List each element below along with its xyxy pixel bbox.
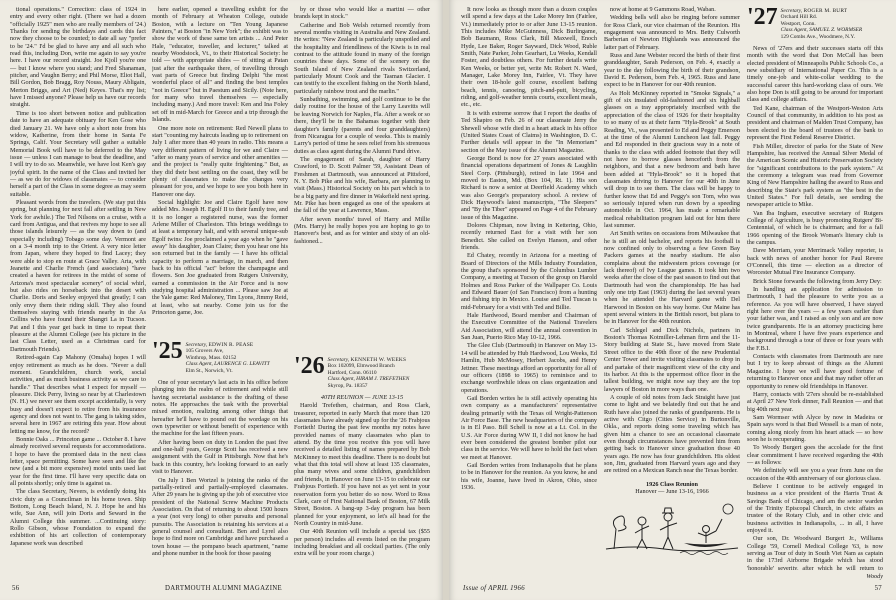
class-1925-header <box>152 340 288 374</box>
paragraph: One more note on retirement: Red Newell plans to start "counting my haircuts leading up to retirement on July 1 after more than 40 years in radio. This means a very different pattern of living for we and Claire — "after so many years of service and other amenities — and the project is "really quite frightening." But, as they did their best settling on the coast, they will be plenty of classmates to make the changes very pleasant for you, and we hope to see you both here in Hanover one day. <box>152 124 288 198</box>
reunion-announcement <box>604 481 740 561</box>
paragraph: As Holt McKinney reported in "Smoke Signals," a gift of six insulated old-fashioned and six highball glasses on a tray appropriately inscribed with the appreciation of the class of 1926 for their hospitality to so many of us at their farm "Hyla-Brook" at South Reading, Vt., was presented to Ed and Peggy Emerson at the time of the Alumni Luncheon last fall. Peggy and Ed responded in their gracious way in a note of thanks to the class with added footnote that they will not have to borrow glasses henceforth from the neighbors, and that a new bedroom and bath have been added at "Hyla-Brook" so it is hoped that classmates driving to Hanover for our 40th in June will drop in to see them. The class will be happy to further know that Ed and Peggy's son Tom, who was so seriously injured when run down by a speeding automobile in Oct. 1964, has made a remarkable medical rehabilitation program laid out for him there last summer. <box>604 89 740 229</box>
class-1926-header <box>294 355 430 389</box>
secretary-address: Orchard Hill Rd. <box>780 14 818 21</box>
page-number-left: 56 <box>12 585 20 592</box>
class-year: '27 <box>747 6 778 30</box>
paragraph: After seven months' travel of Harry and Millie (Mrs. Harry) he really hopes you are hoping to go to Hanover's best, and as for winter and sixty of an old-fashioned... <box>294 215 430 245</box>
paragraph: Carl Schlegel and Dick Nichols, partners in Boston's Thomas Kotmiller-Lehman firm and the 11-Story building at State St., have moved from State Street office to the 49th floor of the new Prudential Center Tower and invite visiting classmates to drop in and partake of their magnificent view of the city and its harbor. At this is the uppermost office floor in the tallest building, we might now say they are the top lawyers of Boston in more ways than one. <box>604 326 740 393</box>
paragraph: Russ and Jane Webster record the birth of their first granddaughter, Sarah Pederson, on Feb. 4, exactly a year to the day following the birth of their grandson, David E. Pederson, born Feb. 4, 1965. Russ and Jane expect to be in Hanover for our 40th reunion. <box>604 52 740 89</box>
class-agent-address: Skyrop, Pa. 18357 <box>327 382 368 389</box>
paragraph: tional operations." Correction: class of 1924 in entry and every other right. (There we had a dozen "officially 1925" men who are really members of '24.) Thanks for sending the birthdays and cards this fact now they choose to be counted; to date all say "prefer to be '24." I'd be glad to have any and all such who read this, including Don, write me again to say you're here. I have our record straight. Joe Kjoll you're one — but I know where you stand; and Fred Shanaman, pitcher, and Vaughn Berry; and Phil Morse, Eliot Hall, Bill Gordon, Bob Bragg, Roy Nouss, Maury Abligain, Merton Briggs, and Art (Ned) Keyes. That's my list; have I missed anyone? Please help us have our records straight. <box>10 6 146 109</box>
issue-date: Issue of APRIL 1966 <box>463 585 525 592</box>
paragraph: After having been on duty in London the past five and one-half years, George Scott has received a new assignment with the Gulf in Pittsburgh. Now that he's back in this country, he's looking forward to an early visit to Hanover. <box>152 438 288 476</box>
class-year: '25 <box>152 338 183 364</box>
column-3 <box>294 6 430 559</box>
class-info <box>186 340 270 374</box>
class-agent: Class Agent, SAMUEL Z. WORMSER <box>780 27 863 34</box>
paragraph: Sunbathing, swimming, and golf continue to be the daily routine for the house of the Larry Leavitts will be leaving Norwich for Naples, Fla. After a week or so there, they'll be in the Bahamas together with their daughter's family (parents and four granddaughters) from Nicaragua for a couple of weeks. This is mainly Larry's period of time he sees relief from his strenuous duties as class agent during the Alumni Fund drive. <box>294 96 430 155</box>
reunion-title: 1926 Class Reunion <box>646 481 698 488</box>
secretary-name: EDWIN R. PEASE <box>208 342 254 348</box>
paragraph: A couple of old notes from Jack Straight have just come to light and we belatedly find out that he and Ruth have also joined the ranks of grandparents. He is active with Citgo (Cities Service) in Burtonville, Okla., and reports doing some traveling which has given him a chance to see an occasional classmate even though circumstances have prevented him from getting back to Hanover since graduation those 40 years ago. He now has four grandchildren. His oldest son, Jim, graduated from Harvard years ago and they are retired on a Mexican Ranch near the Texas border. <box>604 393 740 475</box>
paragraph: now at home at 9 Gammons Road, Waban. <box>610 6 716 13</box>
reunion-heading: 40TH REUNION — JUNE 13-15 <box>320 394 404 402</box>
paragraph: George Bond is now for 27 years associated with financial operations department of Jones & Laughlin Steel Corp. (Pittsburgh), retired in late 1964 and moved to Easton, Md. (Box 104, Rt. 1). His son Richard is now a senior at Deerfield Academy which was also George's preparatory school. A review of Dick Haywood's latest manuscripts, "The Sleepers" and "By the Tiber" appeared on Page 4 of the February issue of this Magazine. <box>461 154 597 221</box>
paragraph: News of '27ers and their successes starts off this month with the word that Don McCall has been elected president of Minneapolis Public Schools Co., a new subsidiary of International Paper Co. This is a timely one-job and white-collar wedding to the successful career this hard-working class of ours. We also hope Don is still going to be around for important class and college affairs. <box>747 45 883 104</box>
reunion-cartoon-illustration <box>604 499 740 561</box>
paragraph: Contacts with classmates from Dartmouth are rare but I try to keep abreast of things as the Alumni Magazine. I hope we will have good fortune of returning to Hanover once and that may rather offer an opportunity to renew old friendships in Hanover. <box>747 353 883 390</box>
class-agent-address: 129 Combs Ave., Woodmere, N.Y. <box>780 33 855 40</box>
paragraph: In handling an application for admission to Dartmouth, I had the pleasure to write you as a reference. As you will have observed, I have stayed right here over the years — a few years earlier than your father was, and I raised as only son and are now twice grandparents. He is an attorney practicing here in Montreal, where I have five years experience and background through a tour of three or four years with the F.B.I. <box>747 286 883 352</box>
secretary-label: Secretary, <box>327 357 350 363</box>
secretary-address: Westport, Conn. <box>780 20 816 27</box>
paragraph: Our 40th Reunion will include a special tax ($55 per person) includes all events listed on the program including breakfast and all cocktail parties. (The only extra will be your room charge.) <box>294 528 430 558</box>
paragraph: Dave Merriam, your Merrimack Valley reporter, is back with news of another honor for Paul Revere O'Connell, this time — election as a director of Worcester Mutual Fire Insurance Company. <box>747 247 883 277</box>
paragraph: Believe I continue to be actively engaged in business as a vice president of the Harris Trust & Savings Bank of Chicago, and am the senior warden of the Trinity Episcopal Church, in civic affairs as trustee of the Rotary Club, and in other civic and business activities in Indianapolis, ... in all, I have enjoyed it. <box>747 482 883 535</box>
secretary-address: Hartford, Conn. 06110 <box>327 369 377 376</box>
paragraph: We definitely will see you a year from June on the occasion of the 40th anniversary of our glorious class. <box>747 467 883 482</box>
paragraph: Gail Borden writes he is still actively operating his own company as a manufacturers' representative dealing primarily with the Texas oil Wright-Patterson Air Force Base. The new headquarters of the company is in El Paso. Bill Schell is now at a Lt. Col. in the U.S. Air Force during WW II, I did not know he had ever been considered the greatest bomber pilot our class in the service. We will have to hold the fact when we meet at Hanover. <box>461 394 597 461</box>
secretary-name: KENNETH W. WEEKS <box>350 357 407 363</box>
class-agent-address: Elm St., Norwich, Vt. <box>185 367 233 374</box>
class-info <box>781 6 863 40</box>
paragraph: The Glee Club (Dartmouth) in Hanover on May 13-14 will be attended by Hub Hardwood, Lou Weeks, Ed Hamlin, Hub McMosey, Herbert Jacobs, and Henry Jettner. These meetings afford an opportunity for all of our officers (1898 to 1965) to reminisce and to exchange worthwhile ideas on class organization and operations. <box>461 342 597 394</box>
paragraph: Hale Hardwood, Board member and Chairman of the Executive Committee of the National Travelers Aid Association, will attend the annual convention in San Juan, Puerto Rico May 10-12, 1966. <box>461 312 597 342</box>
paragraph: Pleasant words from the travelers. (We stay put this spring, but planning for next fall after settling in New York for awhile.) The Ted Nilsons on a cruise, with a card from Antigua, and that revives my hope to see all those islands leisurely — as the way down to (and especially including) Tobago some day. Vermont are on a 3-4 month trip to the Orient. A very nice letter from Japan, where they hoped to find Lacey; they were able to stop en route at Grace Valley. Arta, with Jeanette and Charlie French (and associates) "have created a haven for retirees in the midst of some of Arizona's most spectacular scenery" of social whirl, but also rides on horseback into the desert with Charlie. Doris and Seeley enjoyed that greatly; I can only envy them their riding skill. They also found themselves staying with friends nearby in the As Collins who have found their Shangri La in Tucson. Pat and I this year get back in time to repeat their pleasure at the Alumni College (see his picture in the last Class Letter, used as a Christmas card for Dartmouth Friends). <box>10 198 146 353</box>
paragraph: One of your secretary's last acts in his office before plunging into the realm of retirement and while still having secretarial assistance is the drafting of these notes. He approaches the task with the proverbial mixed emotion, realizing among other things that hereafter he'll have to pound out the wordage on his own typewriter or without benefit of experience with the machine for the last fifteen years. <box>152 379 288 438</box>
paragraph: Bonnie Oaks ... Princeton game ... October 8. I have already received several requests for accommodations. I hope to have the promised data in the next class letter, space permitting. Some have seen and like the new (and a bit more expensive) motel units used last year for the first time. I'll have very specific data on all points shortly; only time is against us. <box>10 435 146 487</box>
column-2-top <box>152 6 288 336</box>
signoff: Woody <box>866 573 883 581</box>
paragraph: Social highlight: Joe and Claire Egolf have now added Mrs. Joseph H. Egolf II to their family tree, and it is no longer a registered nurse, was the former Arlene Miller of Charleston. This brings weddings to at least a temporary halt, and with several unique-sub Egolf twins: Joe proclaimed a year ago when he "gave away" his daughter, Joan Claire; then you hear one his son returned but in the family — I have his official capacity to perform a marriage, in march, and then back to his official "act" before the champagne and flowers. Son Joe graduated from Rutgers University, earned a commission in the Air Force and is now studying hospital administration ... Please saw Joe at the Yale game: Red Maloney, Tim Lyons, Jimmy Reid, at least, who sat nearby. Come join us for the Princeton game, Joe. <box>152 198 288 317</box>
paragraph: On July 1 Ben Wortzel is joining the ranks of the partially-retired and partially-employed classmates. After 29 years he is giving up the job of executive vice president of the National Screw Machine Products Association. On that of returning to about 1500 hours a year (not very long) to other pursuits and personal pursuits. The Association is retaining his services at a general counsel and consultant. Ben and Lyrel also hope to find more on Cambridge and have purchased a town house — the pompano beach apartment, "name and phone number in the book for those passing <box>152 476 288 557</box>
class-year: '26 <box>294 353 325 379</box>
paragraph: Time is too short between notice and publication date to have an adequate obituary for Ken Gose who died January 21. We have only a short note from his widow, Katherine, from their home in Santa Fe Springs, Calif. Your Secretary will gather a suitable Memorial Book will have to be deferred to the May issue — unless I can manage to beat the deadline, and I will try to do so. Meanwhile, we have lost Ken's gay joyful spirit. In the name of the Class and invited her — as we do for widows of classmates — to consider herself a part of the Class in some degree as may seem suitable. <box>10 109 146 198</box>
paragraph: The class Secretary, Nevers, is evidently doing his civic duty as a Councilman in his home town. Ship Bottom, Long Beach Island, N. J. Hope he and his wife, Sue Ann, will join Doris and Seward in the Alumni College this summer. ...Continuing story: Rollo Gibson, whose Foundation to expand the exhibition of his art collection of contemporary Japanese work was described <box>10 488 146 547</box>
class-agent: Class Agent, HIRAM J. TREFETHEN <box>327 376 410 383</box>
page-number-right: 57 <box>874 585 882 592</box>
column-3-top <box>294 6 430 351</box>
paragraph: Our son, Dr. Woodward Burgert Jr., Williams College '59, Cornell Medical College '63, is now serving as Tour of duty in South Viet Nam as captain in the 173rd Airborne Brigade which has stood 'honorable' severity, after which he will return to <box>747 535 883 571</box>
secretary-address: Box 102099, Elmwood Branch <box>327 363 395 370</box>
class-info <box>328 355 410 389</box>
paragraph: Dolores Chipman, now living in Kettering, Ohio, recently returned East for a visit with her son Benedict. She called on Evelyn Hanson, and other friends. <box>461 221 597 251</box>
column-6 <box>747 6 883 580</box>
secretary-address: Winthrop, Mass. 02152 <box>185 354 237 361</box>
paragraph: Brick Stone forwards the following from Jerry Dey: <box>753 277 882 285</box>
paragraph: To Woody Burgert goes the accolade for the first clear commitment I have received regarding the 40th — as follows: <box>747 444 883 466</box>
left-page <box>0 0 443 600</box>
paragraph: Catherine and Bob Welsh returned recently from several months visiting in Australia and New Zealand. He writes: "New Zealand is particularly unspoiled and the hospitality and friendliness of the Kiwis is in real contrast to the attitude found in many of the foreign countries these days. Some of the scenery on the South Island of New Zealand rivals Switzerland, particularly Mount Cook and the Tasman Glacier. I can testify to the excellent fishing on the North Island, particularly rainbow trout and the marlin." <box>294 21 430 95</box>
paragraph: Harry, contacts with '27ers should be re-established at April 27 New York dinner, Fall Reunion — and that big 40th next year. <box>747 390 883 413</box>
paragraph: Van Iba Ingham, executive secretary of Rutgers College of Agriculture, is busy promoting Rutgers' Bi-Centennial, of which he is chairman; and for a fall 1966 opening of the Brook Woman's literary club is the campus. <box>747 209 883 246</box>
secretary-label: Secretary, <box>780 8 803 14</box>
paragraph: Retired-again Cap Mahony (Omaha) hopes I will enjoy retirement as much as he does. "Never a dull moment. Grandchildren, church work, social activities, and as much business activity as we care to handle." That describes what I expect for myself — pleasure. Dick Perry, living so near by at Charlestown (N. H.) we never see them except accidentally, is very busy and doesn't expect to retire from his insurance agency and does not want to. The gang is taking sides, several here in 1967 are retiring this year. How about letting me know, for the record? <box>10 354 146 435</box>
right-page <box>449 0 896 600</box>
class-agent: Class Agent, LAURENCE G. LEAVITT <box>185 361 270 368</box>
column-5 <box>604 6 740 561</box>
magazine-title: DARTMOUTH ALUMNI MAGAZINE <box>165 585 282 592</box>
paragraph: Art Smith writes on occasions from Milwaukee that he is still an old bachelor, and reports his football is now confined only to observing a few Green Bay Packers games at the nearby stadium. He also complains about the midwestern prices coverage (or lack thereof) of Ivy League games. It took him two weeks after the close of the past season to find out that Dartmouth had won the championship. He has had only one trip East (1963) during the last several years when he attended the Harvard game with Del Harwood in Boston on his way home. Our Maine has spent several winters in the British resort, but plans to be in Hanover for the 40th reunion. <box>604 230 740 326</box>
paragraph: Wedding bells will also be ringing before summer for Ross Clark, our vice chairman of the Reunion. His engagement was announced to Mrs. Betty Culworth Barberian of Newton Highlands was announced the latter part of February. <box>604 14 740 51</box>
paragraph: Ted Kane, chairman of the Westport-Weston Arts Council of that community, in addition to his post as president and chairman of Malden Trust Company, has been elected to the board of trustees of the bank to represent the First Federal Reserve District. <box>747 104 883 142</box>
paragraph: by or those who would like a martini — other brands kept in stock." <box>294 6 430 21</box>
paragraph: Gail Borden writes from Indianapolis that he plans to be in Hanover for the reunion. As you know, he and his wife, Joanne, have lived in Akron, Ohio, since 1936. <box>461 461 597 491</box>
column-2 <box>152 6 288 558</box>
paragraph: The engagement of Sarah, daughter of Harry Crawford, to D. Scott Palmer '59, Assistant Dean of Freshmen at Dartmouth, was announced at Pittsford, N. Y. Bob Pike and his wife, Barbara, are planning to visit (Mass.) Historical Society on his part which is to be a big party and fire dinner in Wakefield next spring. Mr. Pike has been engaged as one of the speakers at the fall of the year at Lawrence, Mass. <box>294 155 430 215</box>
paragraph: Fish Miller, director of parks for the State of New Hampshire, has received the Annual Silver Medal of the American Scenic and Historic Preservation Society for "significant contributions to the park system." At the ceremony a telegram was read from Governor King of New Hampshire hailing the award to Russ and describing the State's park system as "the best in the United States." For full details, see sending the newspaper article to Mike. <box>747 142 883 209</box>
column-5-text <box>604 6 740 476</box>
paragraph: Sam Wormser with Alyce by now in Madeira or Spain says word is that Bud Wessell is a man of note, coming along nicely from his heart attack — so how soon he is recuperating. <box>747 413 883 443</box>
paragraph: Ed Chatey, recently in Arizona for a meeting of Board of Directors of the Mills Industry Foundation, the group that's sponsored by the Columbus Lumber Company, a meeting at Tucson of the group on Harold Holmes and Ross Parker of the Wallpaper Co. Louis and Edward Bauer (of San Francisco) from a hunting and fishing trip in Mexico. Louise and Ted Tuscan is mid-February for a visit with Ted and Billie. <box>461 252 597 311</box>
class-1927-header <box>747 6 883 40</box>
paragraph: Harold Trefethen, chairman, and Ross Clark, treasurer, reported in early March that more than 120 classmates have already signed up for the '26 Frabjous Fortieth! During the past few months my notes have provided names of many classmates who plan to attend. By the time you receive this you will have received a detailed listing of names prepared by Bob McKinney to meet this deadline. There is no doubt but what that this total will show at least 135 classmates, plus many wives and some children, grandchildren and friends, in Hanover on June 13-15 to celebrate our Frabjous Fortieth. If you have not as yet sent in your reservation form you better do so now. Word to Ross Clark, care of First National Bank of Boston, 67 Milk Street, Boston. A bang-up 3-day program has been planned for your enjoyment, so let's all head for the North Country in mid-June. <box>294 402 430 527</box>
column-1 <box>10 6 146 548</box>
secretary-address: 105 Grovers Ave, <box>185 348 224 355</box>
secretary-label: Secretary, <box>185 342 208 348</box>
cartoon-drawing <box>604 499 740 561</box>
paragraph: It is with extreme sorrow that I report the deaths of Ted Shapiro on Feb. 26 of our classmate Jerry the Shewell whose wife died in a heart attack in his office (United States Coast of Claims) in Washington, D. C. Further details will appear in the "In Memoriam" section of the May issue of the Alumni Magazine. <box>461 109 597 154</box>
reunion-dates: Hanover — June 13-16, 1966 <box>635 488 709 496</box>
column-6-text <box>747 45 883 570</box>
secretary-name: ROGER M. BURT <box>803 8 848 14</box>
column-4 <box>461 6 597 492</box>
paragraph: here earlier, opened a travelling exhibit for the month of February at Wheaton College, outside Boston, with a lecture on "Ten Young Japanese Painters," at Boston "in New York"; the exhibit was to show the work of these same ten artists ... And Peter Hale, "educator, traveller, and lecturer," talked at nearby Woodstock, Vt., to their Historical Society: he told — with appropriate slides — of sitting at Patan just after the earthquake there, of travelling through vast parts of Greece but finding Delphi "the most wonderful place of all" and finding the best temples "not in Greece" but in Paestum and Sicily. (Note here, for many who travel themselves — especially including many.) And more travel: Ken and Ina Foley set off in mid-March for Greece and a trip through the Islands. <box>152 6 288 124</box>
paragraph: It now looks as though more than a dozen couples will spend a few days at the Lake Morey Inn (Fairlee, Vt.) immediately prior to or after June 13-15 reunion. This includes Mike McGuinness, Dick Burlingame, Bob Baumann, Ross Clark, Bill Maxwell, Enoch Hyde, Lee Baker, Roger Sayward, Dick Wood, Ruble Smith, Nate Parker, John Gearhart, Lu Weeks, Kendall Foster, and doubtless others. For further details write Ken Weeks, or better yet, write Mr. Robert N. Ward, Manager, Lake Morey Inn, Fairlee, Vt. They have their own 18-hole golf course, excellent bathing beach, tennis, canoeing, pitch-and-putt, bicycling, riding, and golf-weather tennis courts, excellent meals, etc., etc. <box>461 6 597 109</box>
